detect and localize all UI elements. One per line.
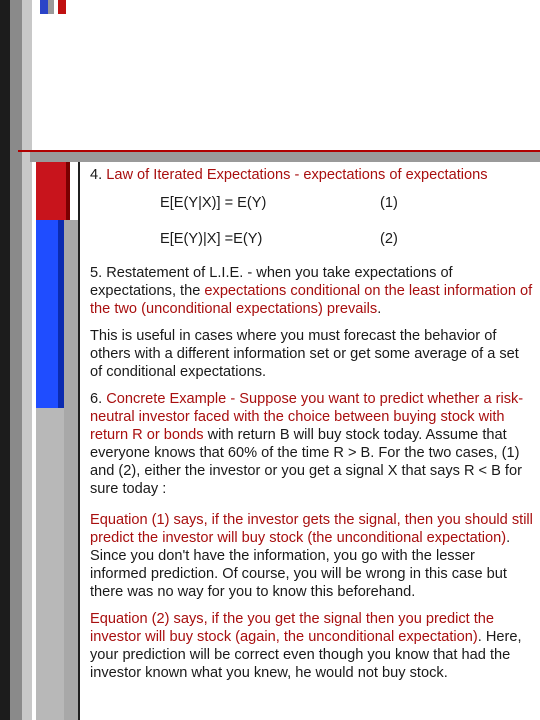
decorative-bar-red xyxy=(36,162,66,220)
decorative-bar-horizontal xyxy=(30,152,540,162)
equation-2-number: (2) xyxy=(380,231,398,247)
equation-1 xyxy=(90,194,535,212)
decorative-bar-gray-low xyxy=(36,408,64,720)
section-5-highlight: expectations conditional on the least information of the two (unconditional expectations) prevails xyxy=(90,283,533,317)
decorative-bar-red-top xyxy=(58,0,66,14)
section-6-paragraph xyxy=(90,390,535,498)
equation-2-explanation xyxy=(90,610,535,682)
decorative-bar-red-dark xyxy=(66,162,70,220)
section-5-intro: 5. Restatement of L.I.E. - when you take expectations of expectations, the xyxy=(90,265,453,299)
equation-1-number: (1) xyxy=(380,195,398,211)
decorative-bar-black-thin xyxy=(78,162,80,720)
section-4-number: 4. xyxy=(90,167,103,183)
section-4-title: Law of Iterated Expectations - expectations of expectations xyxy=(106,167,488,183)
section-5-paragraph xyxy=(90,264,535,318)
decorative-bar-gray xyxy=(10,0,22,720)
decorative-bar-dark xyxy=(0,0,10,720)
section-6-highlight: Concrete Example - Suppose you want to predict whether a risk-neutral investor faced with the choice between buying stock with return R or bonds xyxy=(90,391,524,443)
decorative-bar-lightgray xyxy=(22,0,32,720)
equation-1-explanation-text: . Since you don't have the information, you go with the lesser informed prediction. Of course, you will be wrong in this case but there was no way for you to know this beforehand. xyxy=(90,530,511,600)
section-5-end: . xyxy=(377,301,382,317)
section-4-heading xyxy=(90,166,535,184)
equation-2-formula: E[E(Y)|X] =E(Y) xyxy=(160,231,263,247)
decorative-bar-gray-mid xyxy=(64,220,78,720)
section-6-number: 6. xyxy=(90,391,107,407)
equation-1-explanation-highlight: Equation (1) says, if the investor gets the signal, then you should still predict the investor will buy stock (the unconditional expectation) xyxy=(90,512,533,546)
equation-1-formula: E[E(Y|X)] = E(Y) xyxy=(160,195,267,211)
section-6-text: with return B will buy stock today. Assume that everyone knows that 60% of the time R > B. For the two cases, (1) and (2), either the investor or you get a signal X that says R < B for sure today : xyxy=(90,427,522,497)
equation-1-explanation xyxy=(90,511,535,601)
equation-2 xyxy=(90,230,535,248)
equation-2-explanation-text: . Here, your prediction will be correct even though you know that had the investor known what you knew, he would not buy stock. xyxy=(90,629,522,681)
decorative-bar-blue-top xyxy=(40,0,48,14)
slide-body xyxy=(90,166,535,682)
useful-paragraph: This is useful in cases where you must forecast the behavior of others with a different information set or get some average of a set of conditional expectations. xyxy=(90,328,519,380)
decorative-bar-gray-top xyxy=(48,0,54,14)
equation-2-explanation-highlight: Equation (2) says, if the you get the signal then you predict the investor will buy stock (again, the unconditional expectation) xyxy=(90,611,495,645)
decorative-bar-blue xyxy=(36,220,64,408)
